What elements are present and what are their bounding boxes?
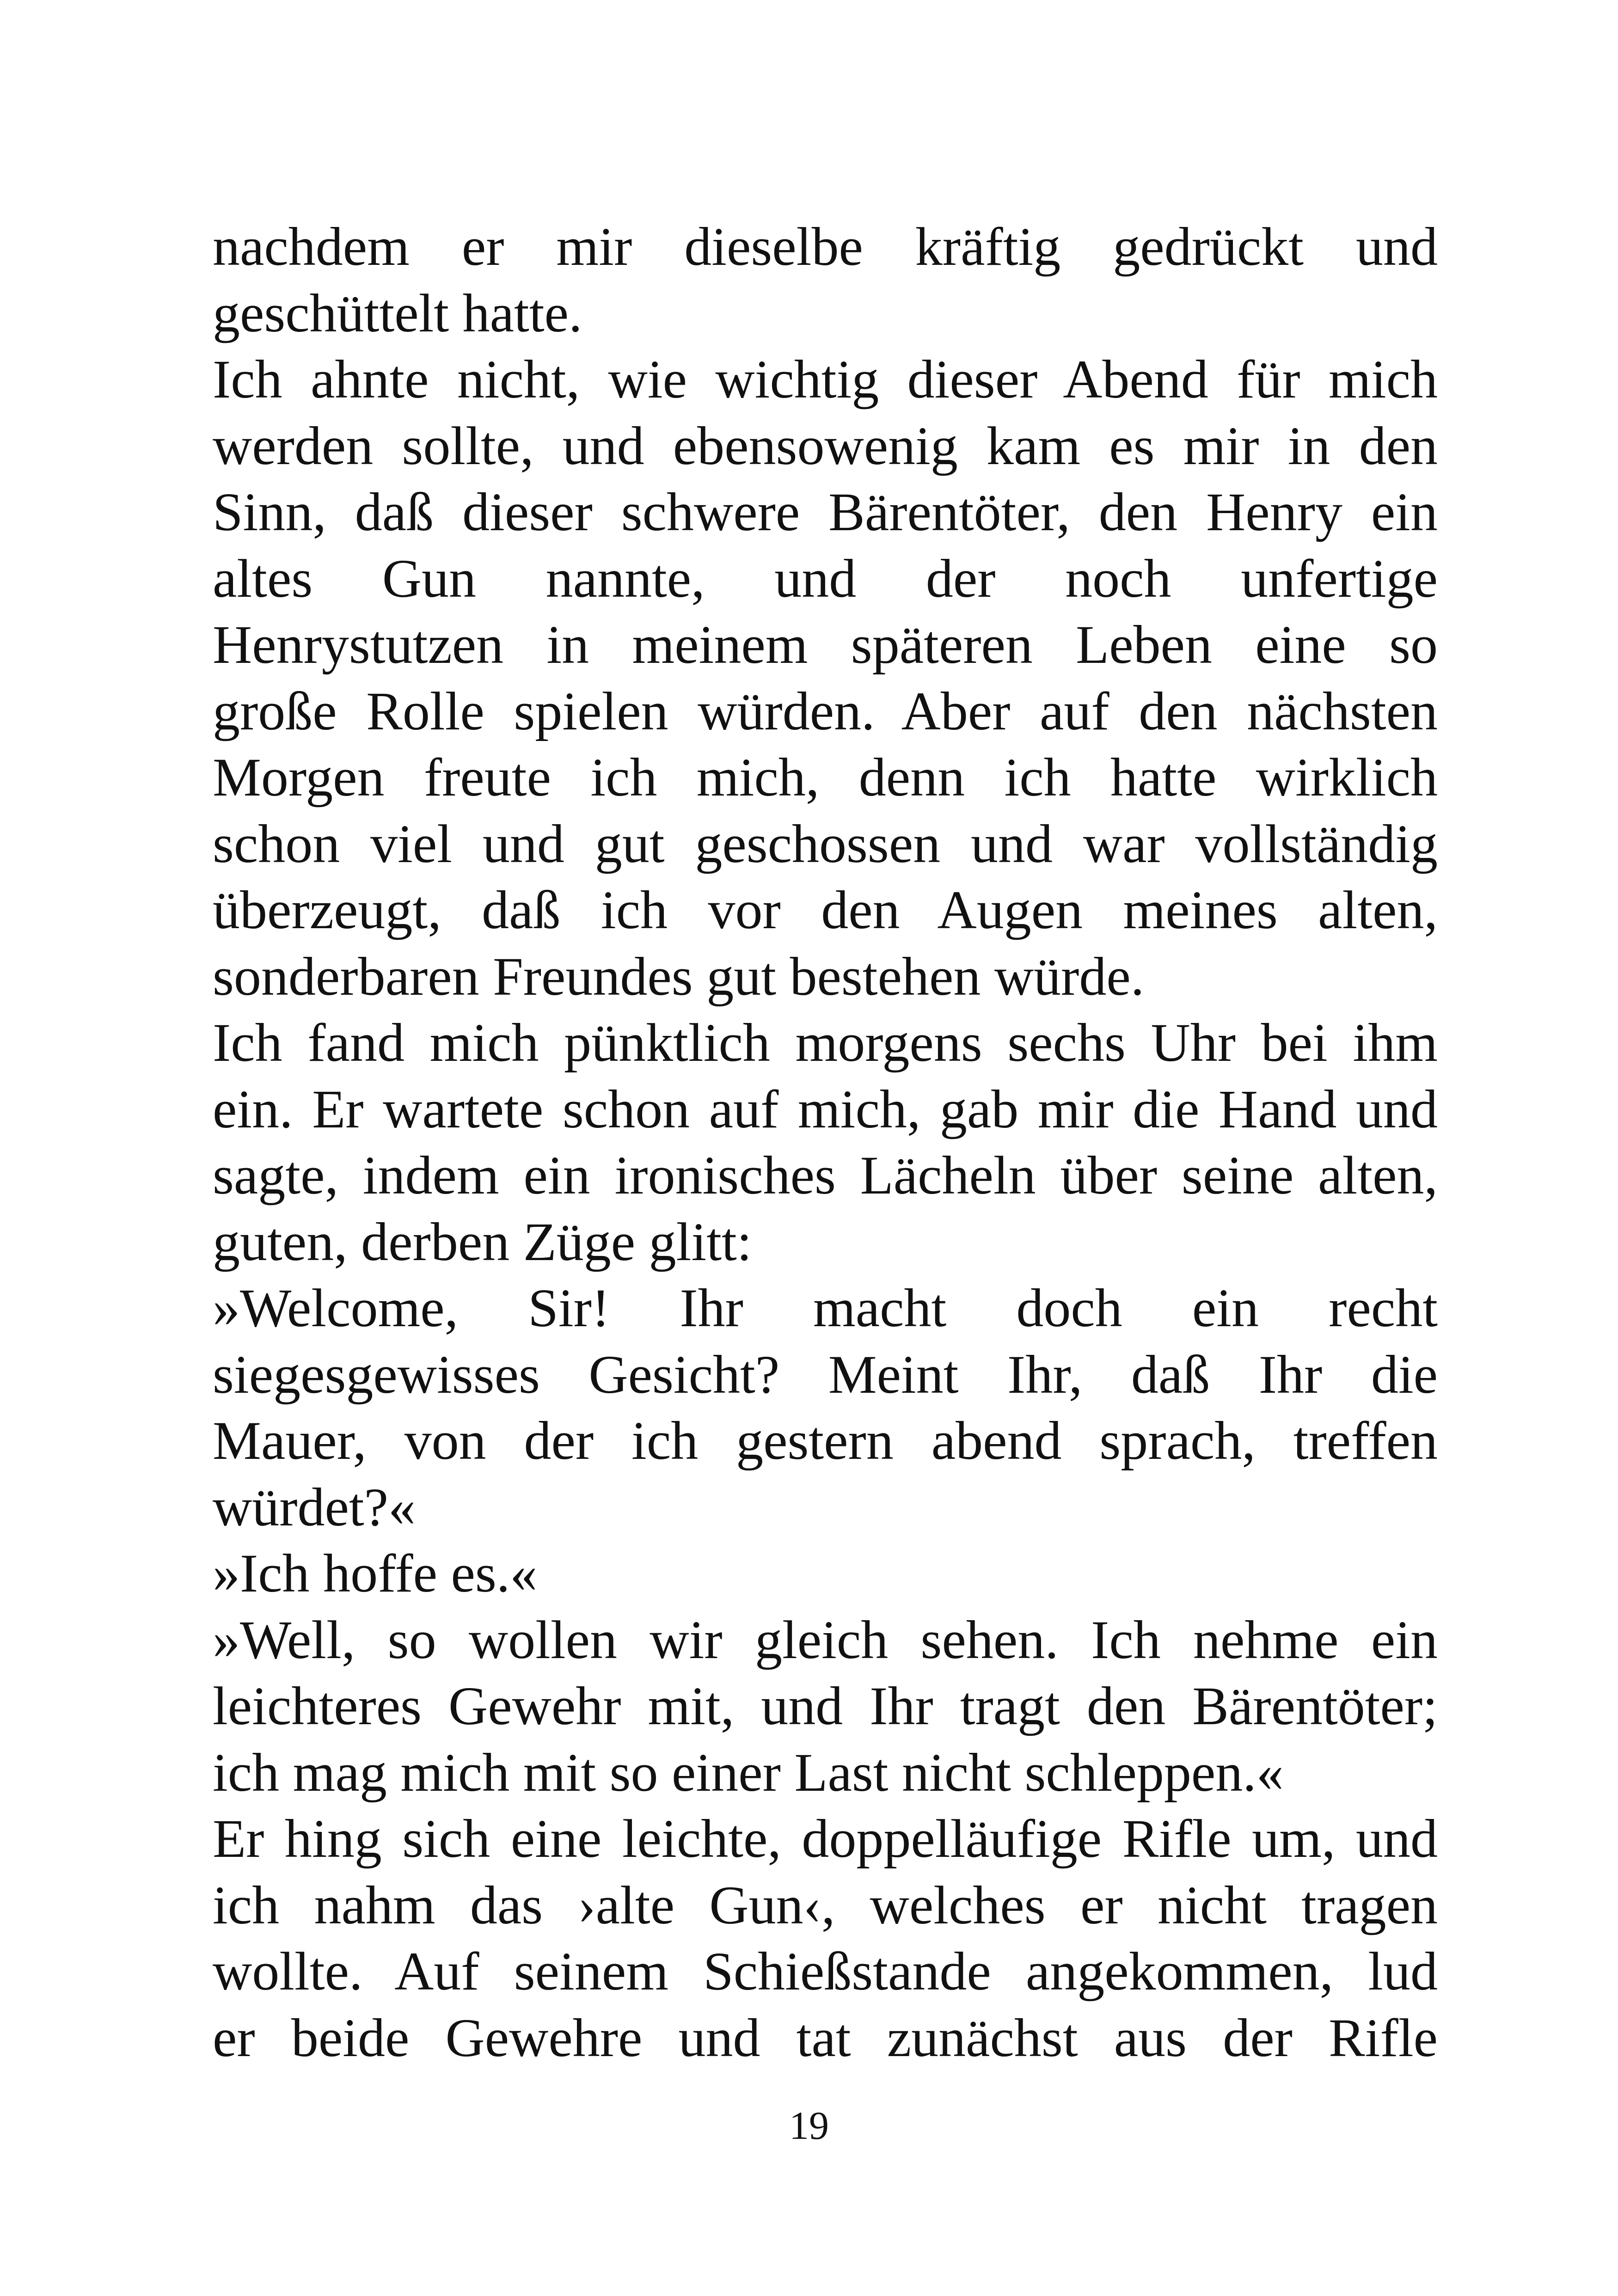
text-line: geschüttelt hatte.: [213, 282, 582, 343]
text-line: Mauer, von der ich gestern abend sprach, treffen: [213, 1410, 1438, 1471]
text-line: »Well, so wollen wir gleich sehen. Ich nehme ein: [213, 1609, 1438, 1670]
text-line: Ich ahnte nicht, wie wichtig dieser Abend für mich: [213, 349, 1438, 410]
text-line: »Welcome, Sir! Ihr macht doch ein recht: [213, 1278, 1438, 1338]
page-number: 19: [789, 2103, 829, 2148]
text-line: schon viel und gut geschossen und war vollständig: [213, 813, 1438, 874]
text-line: altes Gun nannte, und der noch unfertige: [213, 548, 1438, 609]
text-line: guten, derben Züge glitt:: [213, 1211, 752, 1272]
body-text: [213, 214, 1438, 2071]
text-line: er beide Gewehre und tat zunächst aus der Rifle: [213, 2007, 1438, 2068]
text-line: werden sollte, und ebensowenig kam es mir in den: [213, 415, 1438, 476]
text-line: wollte. Auf seinem Schießstande angekommen, lud: [213, 1941, 1438, 2002]
text-line: ein. Er wartete schon auf mich, gab mir die Hand und: [213, 1078, 1438, 1139]
text-line: nachdem er mir dieselbe kräftig gedrückt und: [213, 216, 1438, 277]
text-line: würdet?«: [213, 1476, 416, 1537]
text-line: »Ich hoffe es.«: [213, 1543, 538, 1604]
text-line: große Rolle spielen würden. Aber auf den nächsten: [213, 680, 1438, 741]
text-line: leichteres Gewehr mit, und Ihr tragt den Bärentöter;: [213, 1676, 1438, 1736]
text-line: siegesgewisses Gesicht? Meint Ihr, daß Ihr die: [213, 1344, 1438, 1405]
text-line: Ich fand mich pünktlich morgens sechs Uhr bei ihm: [213, 1012, 1438, 1073]
text-line: sonderbaren Freundes gut bestehen würde.: [213, 946, 1145, 1007]
text-line: ich nahm das ›alte Gun‹, welches er nicht tragen: [213, 1874, 1438, 1935]
text-line: Er hing sich eine leichte, doppelläufige Rifle um, und: [213, 1808, 1438, 1869]
text-line: Sinn, daß dieser schwere Bärentöter, den Henry ein: [213, 482, 1438, 542]
text-line: Morgen freute ich mich, denn ich hatte wirklich: [213, 747, 1438, 808]
text-line: sagte, indem ein ironisches Lächeln über seine alten,: [213, 1145, 1438, 1206]
text-line: Henrystutzen in meinem späteren Leben eine so: [213, 614, 1438, 675]
text-line: ich mag mich mit so einer Last nicht schleppen.«: [213, 1742, 1284, 1803]
text-line: überzeugt, daß ich vor den Augen meines alten,: [213, 880, 1438, 940]
